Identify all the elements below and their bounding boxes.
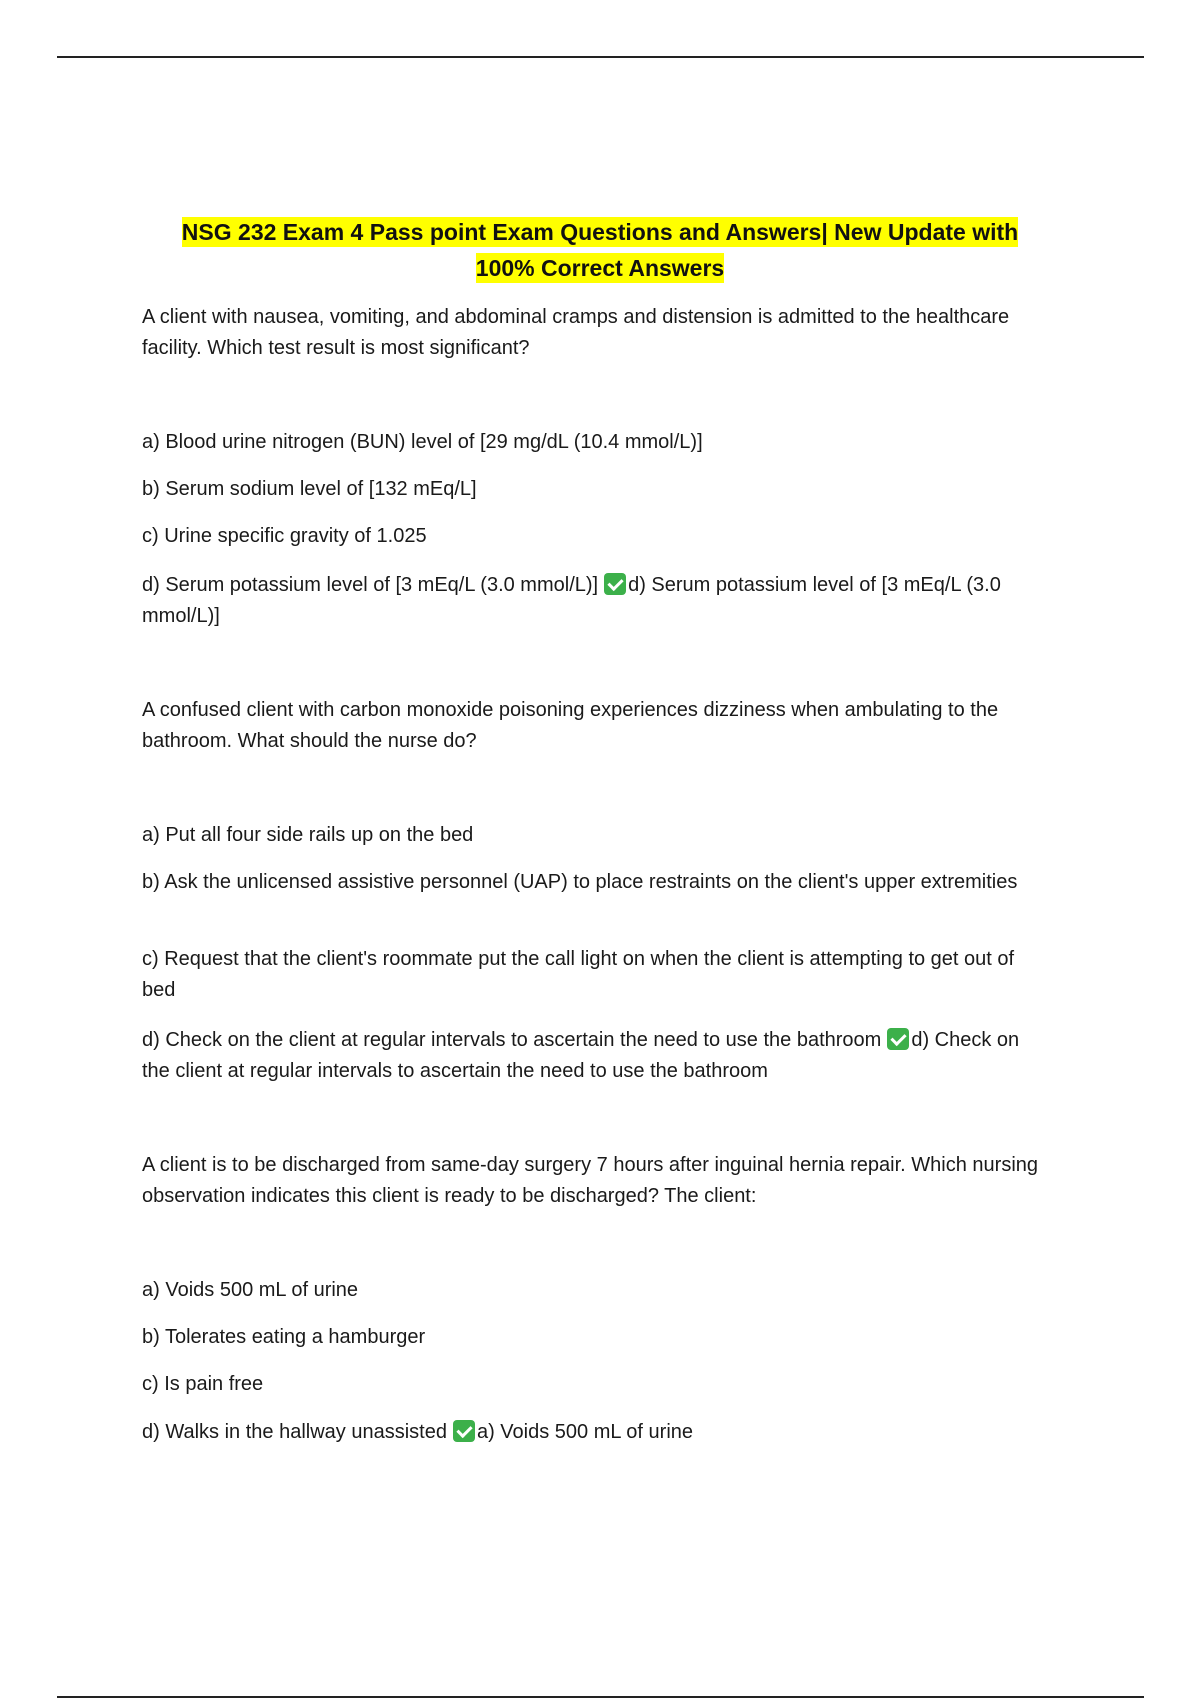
option-text: d) Check on the client at regular intervals to ascertain the need to use the bathroom <box>142 1029 882 1051</box>
question-1-stem: A client with nausea, vomiting, and abdominal cramps and distension is admitted to the healthcare facility. Which test result is most significant? <box>142 306 1010 359</box>
question-1-option-c: c) Urine specific gravity of 1.025 <box>142 525 427 547</box>
question-1-option-b: b) Serum sodium level of [132 mEq/L] <box>142 478 477 500</box>
question-1-option-a: a) Blood urine nitrogen (BUN) level of [29 mg/dL (10.4 mmol/L)] <box>142 431 703 453</box>
question-2-option-c: c) Request that the client's roommate put the call light on when the client is attempting to get out of bed <box>142 948 1015 1001</box>
check-mark-icon <box>604 573 626 595</box>
question-2-option-b: b) Ask the unlicensed assistive personnel (UAP) to place restraints on the client's upper extremities <box>142 871 1018 893</box>
title-line-2: 100% Correct Answers <box>475 255 725 281</box>
question-3-stem: A client is to be discharged from same-day surgery 7 hours after inguinal hernia repair. Which nursing observation indicates this client is ready to be discharged? The client: <box>142 1154 1039 1207</box>
question-2-option-d <box>142 1025 1042 1087</box>
question-3-option-b: b) Tolerates eating a hamburger <box>142 1326 426 1348</box>
title-line-1: NSG 232 Exam 4 Pass point Exam Questions and Answers| New Update with <box>181 219 1019 245</box>
check-mark-icon <box>453 1420 475 1442</box>
option-text: d) Walks in the hallway unassisted <box>142 1421 447 1443</box>
check-mark-icon <box>887 1028 909 1050</box>
question-3-option-a: a) Voids 500 mL of urine <box>142 1279 359 1301</box>
answer-text: a) Voids 500 mL of urine <box>476 1421 694 1443</box>
document-title <box>130 214 1070 286</box>
bottom-rule <box>57 1696 1144 1698</box>
question-3-option-c: c) Is pain free <box>142 1373 264 1395</box>
question-2-option-a: a) Put all four side rails up on the bed <box>142 824 474 846</box>
answer-text: d) Check on the client at regular intervals to ascertain the need to use the bathroom <box>142 1029 1020 1082</box>
answer-text: d) Serum potassium level of [3 mEq/L (3.0 mmol/L)] <box>142 574 1001 627</box>
option-text: d) Serum potassium level of [3 mEq/L (3.0 mmol/L)] <box>142 574 599 596</box>
question-1-option-d <box>142 570 1042 632</box>
top-rule <box>57 56 1144 58</box>
question-3-option-d <box>142 1417 1042 1448</box>
question-2-stem: A confused client with carbon monoxide poisoning experiences dizziness when ambulating to the bathroom. What should the nurse do? <box>142 699 999 752</box>
